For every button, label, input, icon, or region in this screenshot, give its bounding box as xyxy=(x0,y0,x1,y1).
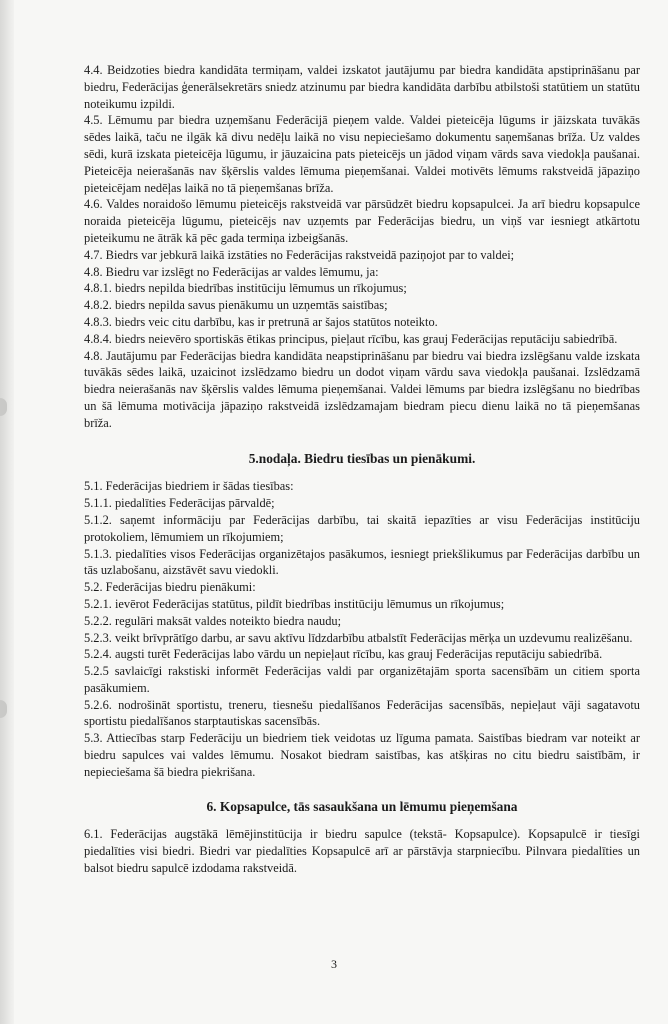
paragraph-5-1: 5.1. Federācijas biedriem ir šādas tiesības: xyxy=(84,479,294,494)
page-number: 3 xyxy=(331,957,337,971)
paragraph-5-2-4: 5.2.4. augsti turēt Federācijas labo vārdu un nepieļaut rīcību, kas grauj Federācijas reputāciju sabiedrībā. xyxy=(84,647,603,662)
paragraph-5-2-3: 5.2.3. veikt brīvprātīgo darbu, ar savu aktīvu līdzdarbību atbalstīt Federācijas mērķa un uzdevumu realizēšanu. xyxy=(84,630,633,645)
section-5-heading: 5.nodaļa. Biedru tiesības un pienākumi. xyxy=(248,450,476,466)
paragraph-5-2: 5.2. Federācijas biedru pienākumi: xyxy=(84,580,256,595)
section-6-heading: 6. Kopsapulce, tās sasaukšana un lēmumu pieņemšana xyxy=(206,798,518,814)
paragraph-5-2-2: 5.2.2. regulāri maksāt valdes noteikto biedra naudu; xyxy=(84,613,342,628)
page-left-edge xyxy=(0,0,14,1024)
paragraph-4-8-3: 4.8.3. biedrs veic citu darbību, kas ir pretrunā ar šajos statūtos noteikto. xyxy=(84,314,438,329)
paragraph-6-1: 6.1. Federācijas augstākā lēmējinstitūcija ir biedru sapulce (tekstā- Kopsapulce). Kopsapulcē ir tiesīgi piedalīties visi biedri. Biedri var piedalīties Kopsapulcē arī ar pārstāvja starpniecību. Pilnvara piedalīties un balsot biedru sapulcē izdodama rakstveidā. xyxy=(84,827,640,876)
paragraph-5-1-1: 5.1.1. piedalīties Federācijas pārvaldē; xyxy=(84,496,275,511)
paragraph-5-2-5: 5.2.5 savlaicīgi rakstiski informēt Federācijas valdi par organizētajām sporta sacensībām un citiem sporta pasākumiem. xyxy=(84,664,640,695)
paragraph-4-6: 4.6. Valdes noraidošo lēmumu pieteicējs rakstveidā var pārsūdzēt biedru kopsapulcei. Ja arī biedru kopsapulce noraida pieteicēja lūgumu, pieteicējs nav uzņemts par Federācijas biedru, un viņš var iesniegt atkārtotu pieteikumu ne ātrāk kā pēc gada termiņa izbeigšanās. xyxy=(84,197,640,245)
paragraph-4-8: 4.8. Biedru var izslēgt no Federācijas ar valdes lēmumu, ja: xyxy=(84,264,379,279)
paragraph-4-4: 4.4. Beidzoties biedra kandidāta termiņam, valdei izskatot jautājumu par biedra kandidāta apstiprināšanu par biedru, Federācijas ģenerālsekretārs sniedz atzinumu par biedra kandidāta darbību atbilstoši statūtiem un statūtu noteikumu izpildi. xyxy=(84,63,640,111)
paragraph-4-8-second: 4.8. Jautājumu par Federācijas biedra kandidāta neapstiprināšanu par biedru vai biedra izslēgšanu valde izskata tuvākās sēdes laikā, uzaicinot izslēdzamo biedru un dodot viņam vārdu sava viedokļa paušanai. Izslēdzamā biedra neierašanās nav šķērslis valdes lēmuma pieņemšanai. Valdei lēmums par biedra izslēgšanu no biedrības un šā lēmuma motivācija jāpaziņo rakstveidā izslēdzamajam biedram piecu dienu laikā no tā pieņemšanas brīža. xyxy=(84,348,640,430)
paragraph-4-8-2: 4.8.2. biedrs nepilda savus pienākumu un uzņemtās saistības; xyxy=(84,298,388,313)
paragraph-5-2-6: 5.2.6. nodrošināt sportistu, treneru, tiesnešu piedalīšanos Federācijas sacensībās, nepieļaut vāji sagatavotu sportistu piedalīšanos starptautiskas sacensībās. xyxy=(84,697,640,729)
paragraph-5-1-2: 5.1.2. saņemt informāciju par Federācijas darbību, tai skaitā iepazīties ar visu Federācijas institūciju protokoliem, lēmumiem un rīkojumiem; xyxy=(84,512,640,544)
paragraph-5-1-3: 5.1.3. piedalīties visos Federācijas organizētajos pasākumos, iesniegt priekšlikumus par Federācijas darbību un tās uzlabošanu, aizstāvēt savu viedokli. xyxy=(84,546,640,578)
paragraph-4-7: 4.7. Biedrs var jebkurā laikā izstāties no Federācijas rakstveidā paziņojot par to valdei; xyxy=(84,247,515,262)
paragraph-4-5: 4.5. Lēmumu par biedra uzņemšanu Federācijā pieņem valde. Valdei pieteicēja lūgums ir jāizskata tuvākās sēdes laikā, taču ne ilgāk kā divu nedēļu laikā no visu nepieciešamo dokumentu saņemšanas brīža. Uz valdes sēdi, kurā izskata pieteicēja lūgumu, ir jāuzaicina pats pieteicējs un jādod viņam vārds sava viedokļa paušanai. Pieteicēja neierašanās nav šķērslis valdes lēmuma pieņemšanai. Valdei motivēts lēmums rakstveidā jāpaziņo pieteicējam nedēļas laikā no tā pieņemšanas brīža. xyxy=(84,113,640,195)
paragraph-5-3: 5.3. Attiecības starp Federāciju un biedriem tiek veidotas uz līguma pamata. Saistības biedram var noteikt ar biedru sapulces vai valdes lēmumu. Nosakot biedram saistības, kas atšķiras no citu biedru saistībām, ir nepieciešama šā biedra piekrišana. xyxy=(84,731,640,779)
paragraph-4-8-4: 4.8.4. biedrs neievēro sportiskās ētikas principus, pieļaut rīcību, kas grauj Federācijas reputāciju sabiedrībā. xyxy=(84,331,618,346)
paragraph-4-8-1: 4.8.1. biedrs nepilda biedrības institūciju lēmumus un rīkojumus; xyxy=(84,281,407,296)
document-body xyxy=(84,62,640,877)
paragraph-5-2-1: 5.2.1. ievērot Federācijas statūtus, pildīt biedrības institūciju lēmumus un rīkojumus; xyxy=(84,596,505,611)
